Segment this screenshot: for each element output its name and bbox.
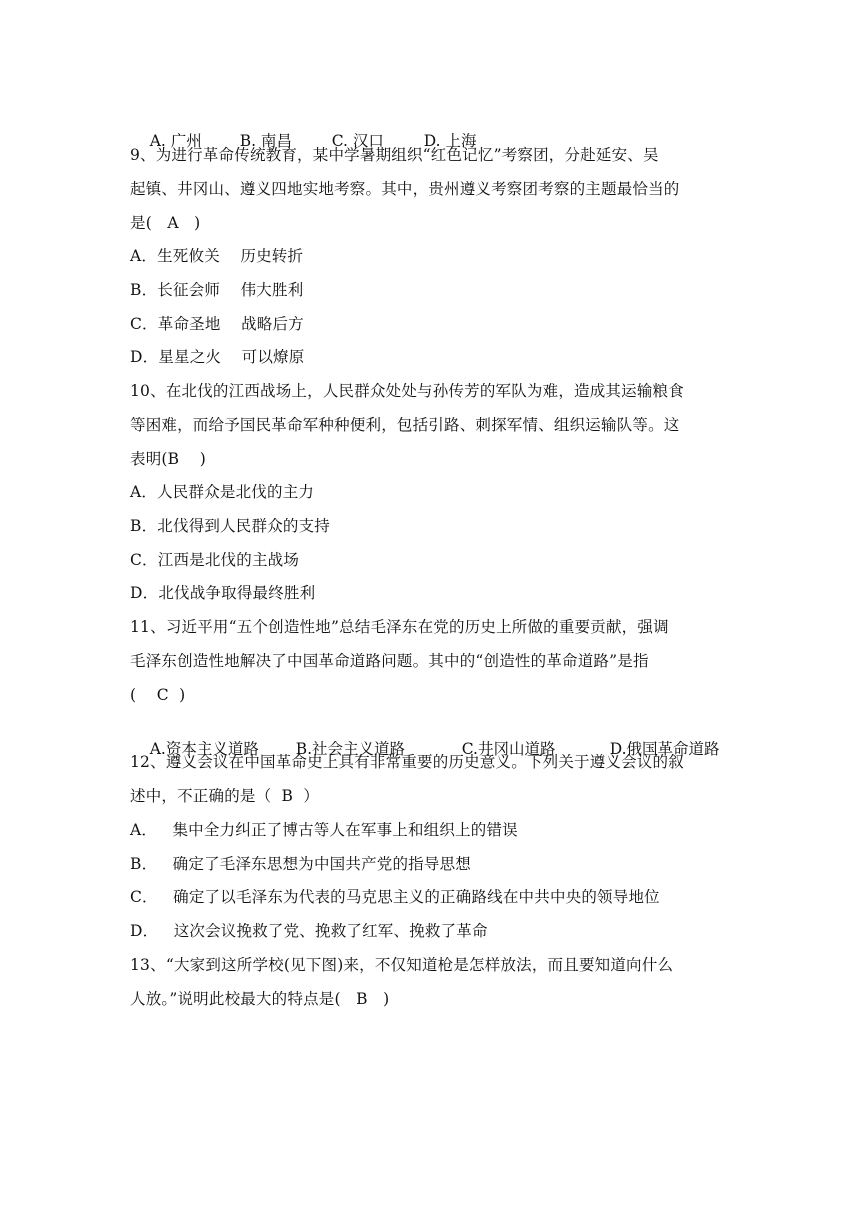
q8-option-c: C. 汉口 <box>331 132 384 150</box>
q13-stem-line-1: 13、“大家到这所学校(见下图)来，不仅知道枪是怎样放法，而且要知道向什么 <box>130 956 674 974</box>
q10-option-b: B．北伐得到人民群众的支持 <box>130 517 330 535</box>
q11-option-a: A.资本主义道路 <box>149 740 259 758</box>
q8-option-d: D. 上海 <box>423 132 477 150</box>
q11-stem-line-2: 毛泽东创造性地解决了中国革命道路问题。其中的“创造性的革命道路”是指 <box>130 652 649 670</box>
q8-option-a: A. 广州 <box>149 132 202 150</box>
q12-option-a: A． 集中全力纠正了博古等人在军事上和组织上的错误 <box>130 821 518 839</box>
q8-option-b: B. 南昌 <box>239 132 292 150</box>
q9-option-b: B．长征会师 伟大胜利 <box>130 281 304 299</box>
q9-option-c: C．革命圣地 战略后方 <box>130 315 304 333</box>
q10-option-a: A．人民群众是北伐的主力 <box>130 483 315 501</box>
q9-option-d: D．星星之火 可以燎原 <box>130 348 305 366</box>
q10-option-c: C．江西是北伐的主战场 <box>130 551 300 569</box>
q9-stem-line-2: 起镇、井冈山、遵义四地实地考察。其中，贵州遵义考察团考察的主题最恰当的 <box>130 180 680 198</box>
q12-stem-line-2: 述中，不正确的是（ B ） <box>130 787 320 805</box>
q10-stem-line-3: 表明(B ) <box>130 450 206 468</box>
q10-stem-line-1: 10、在北伐的江西战场上，人民群众处处与孙传芳的军队为难，造成其运输粮食 <box>130 382 684 400</box>
q13-stem-line-2: 人放。”说明此校最大的特点是( B ) <box>130 990 390 1008</box>
q11-option-c: C.井冈山道路 <box>461 740 556 758</box>
q9-stem-line-1: 9、为进行革命传统教育，某中学暑期组织“红色记忆”考察团，分赴延安、吴 <box>130 146 659 164</box>
q12-option-d: D． 这次会议挽救了党、挽救了红军、挽救了革命 <box>130 922 488 940</box>
q9-stem-line-3: 是( A ) <box>130 214 201 232</box>
q10-stem-line-2: 等困难，而给予国民革命军种种便利，包括引路、刺探军情、组织运输队等。这 <box>130 416 680 434</box>
q11-option-b: B.社会主义道路 <box>295 740 406 758</box>
q12-option-b: B． 确定了毛泽东思想为中国共产党的指导思想 <box>130 855 471 873</box>
q12-stem-line-1: 12、遵义会议在中国革命史上具有非常重要的历史意义。下列关于遵义会议的叙 <box>130 753 684 771</box>
q12-option-c: C． 确定了以毛泽东为代表的马克思主义的正确路线在中共中央的领导地位 <box>130 888 660 906</box>
q11-stem-line-1: 11、习近平用“五个创造性地”总结毛泽东在党的历史上所做的重要贡献，强调 <box>130 618 669 636</box>
q9-option-a: A．生死攸关 历史转折 <box>130 247 304 265</box>
q11-option-d: D.俄国革命道路 <box>609 740 720 758</box>
q10-option-d: D．北伐战争取得最终胜利 <box>130 584 316 602</box>
q11-stem-line-3: ( C ) <box>130 686 186 704</box>
